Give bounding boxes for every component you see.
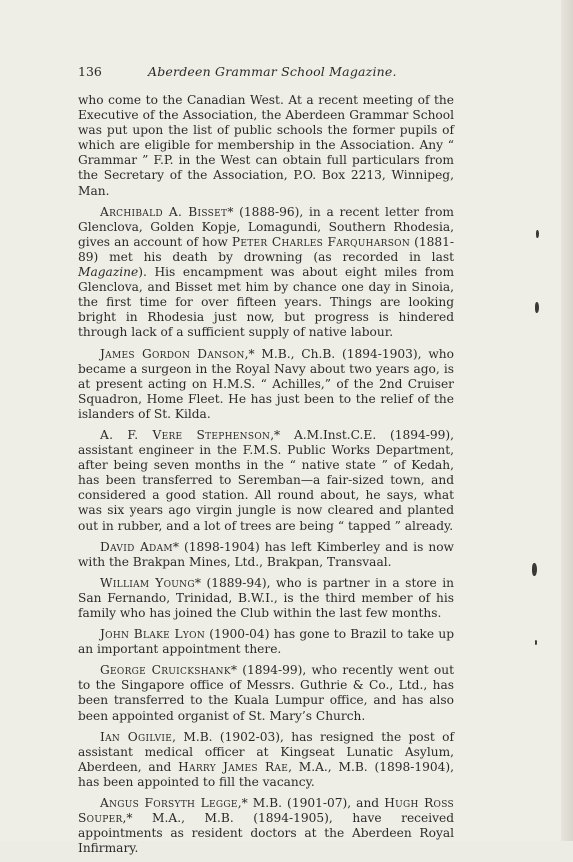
paragraph-text: * (1898-1904) has left Kimberley and is now with the Brakpan Mines, Ltd., Brakpan, Transvaal.	[78, 539, 454, 569]
margin-ink-mark	[536, 230, 539, 238]
margin-ink-mark	[535, 640, 537, 645]
person-name: John Blake Lyon	[100, 627, 206, 642]
paragraph	[78, 627, 454, 657]
margin-ink-mark	[532, 563, 537, 576]
paragraph-text: , M.A., M.B. (1898-1904), has been appointed to fill the vacancy.	[78, 759, 454, 789]
person-name: William Young	[100, 575, 195, 590]
paragraph-text: ,* M.A., M.B. (1894-1905), have received appointments as resident doctors at the Aberdeen Royal Infirmary.	[78, 811, 454, 856]
paragraph	[78, 205, 454, 341]
person-name: Peter Charles Farquharson	[231, 234, 411, 249]
running-title: Aberdeen Grammar School Magazine.	[148, 64, 397, 79]
paragraph	[78, 347, 454, 422]
page-number: 136	[78, 64, 102, 79]
person-name: Archibald A. Bisset	[100, 204, 228, 219]
person-name: Angus Forsyth Legge	[100, 796, 238, 811]
paragraph	[78, 576, 454, 621]
margin-ink-mark	[535, 302, 539, 313]
paragraph-text: ,* M.B., Ch.B. (1894-1903), who became a surgeon in the Royal Navy about two years ago, is at present acting on H.M.S. “ Achilles,” of the 2nd Cruiser Squadron, Home Fleet. He has just been to the relief of the islanders of St. Kilda.	[78, 346, 454, 421]
paragraph-text: * (1889-94), who is partner in a store in San Fernando, Trinidad, B.W.I., is the third member of his family who has joined the Club within the last few months.	[78, 575, 454, 620]
paragraph	[78, 663, 454, 723]
paragraph-text: who come to the Canadian West. At a recent meeting of the Executive of the Association, the Aberdeen Grammar School was put upon the list of public schools the former pupils of which are eligible for membership in the Association. Any “ Grammar ” F.P. in the West can obtain full particulars from the Secretary of the Association, P.O. Box 2213, Winnipeg, Man.	[78, 93, 454, 198]
article-body	[78, 93, 454, 862]
paragraph	[78, 93, 454, 199]
paragraph-text: , M.B. (1902-03), has resigned the post of assistant medical officer at Kingseat Lunatic Asylum, Aberdeen, and	[78, 729, 455, 774]
paragraph-text: ,* A.M.Inst.C.E. (1894-99), assistant engineer in the F.M.S. Public Works Department, after being seven months in the “ native state ” of Kedah, has been transferred to Seremban—a fair-sized town, and considered a good station. All round about, he says, what was six years ago virgin jungle is now cleared and planted out in rubber, and a lot of trees are being “ tapped ” already.	[78, 427, 455, 533]
paragraph-text: ,* M.B. (1901-07), and	[237, 796, 385, 811]
person-name: Harry James Rae	[178, 759, 289, 774]
paragraph	[78, 796, 454, 856]
paragraph	[78, 540, 454, 570]
person-name: James Gordon Danson	[100, 346, 245, 361]
person-name: Hugh Ross Souper	[78, 796, 454, 826]
person-name: Ian Ogilvie	[100, 729, 173, 744]
person-name: David Adam	[100, 539, 173, 554]
paragraph-text: ). His encampment was about eight miles from Glenclova, and Bisset met him by chance one day in Sinoia, the first time for over fifteen years. Things are looking bright in Rhodesia just now, but progress is hindered through lack of a sufficient supply of native labour.	[78, 265, 454, 340]
paragraph	[78, 730, 454, 790]
paragraph-text: (1881-89) met his death by drowning (as recorded in last	[78, 234, 454, 264]
page-spine-shadow	[561, 0, 573, 841]
paragraph-text: * (1888-96), in a recent letter from Glenclova, Golden Kopje, Lomagundi, Southern Rhodesia, gives an account of how	[78, 204, 454, 249]
person-name: George Cruickshank	[100, 663, 231, 678]
person-name: A. F. Vere Stephenson	[100, 427, 271, 442]
italic-text: Magazine	[78, 265, 139, 280]
paragraph-text: * (1894-99), who recently went out to the Singapore office of Messrs. Guthrie & Co., Ltd., has been transferred to the Kuala Lumpur office, and has also been appointed organist of St. Mary’s Church.	[78, 663, 454, 723]
paragraph-text: (1900-04) has gone to Brazil to take up an important appointment there.	[78, 627, 454, 657]
paragraph	[78, 428, 454, 534]
